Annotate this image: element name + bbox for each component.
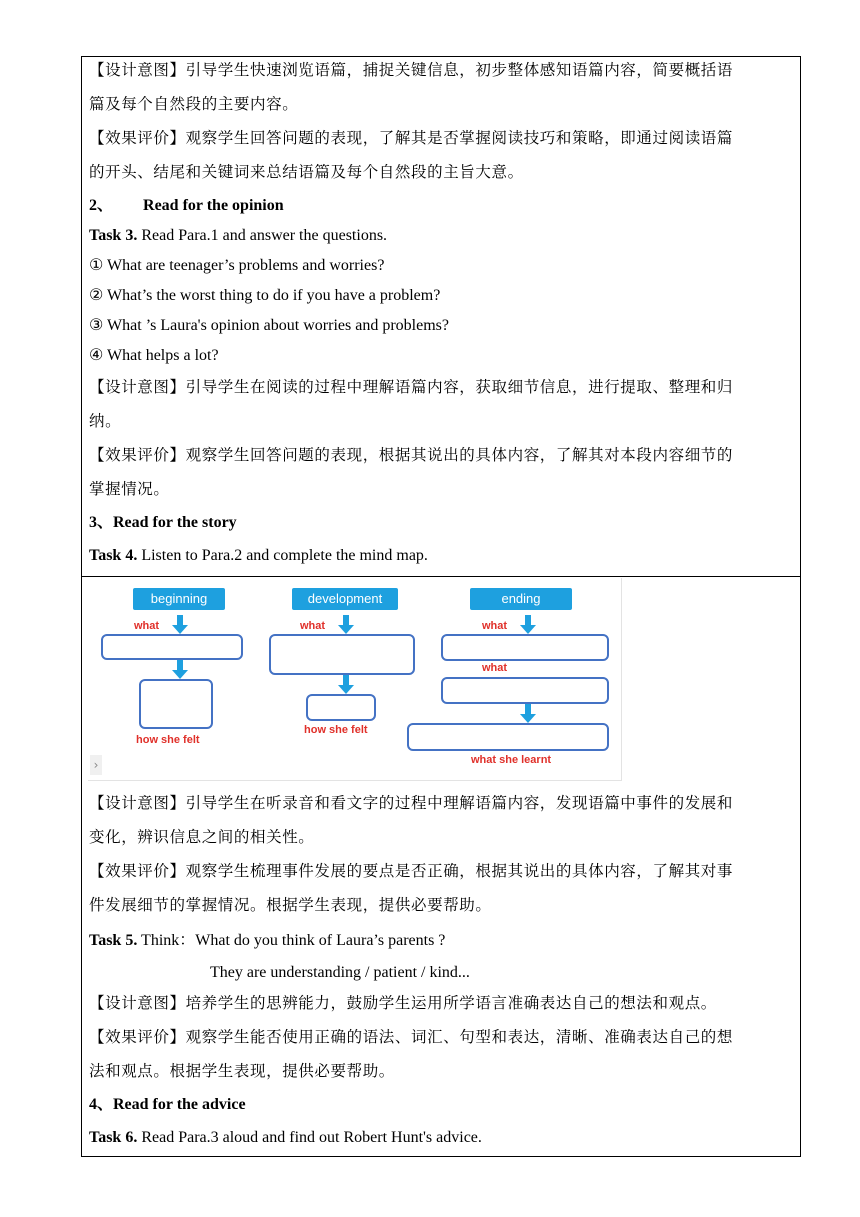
arrow-down-icon bbox=[343, 675, 349, 686]
task-3-line bbox=[89, 225, 792, 247]
text-line: 的开头、结尾和关键词来总结语篇及每个自然段的主旨大意。 bbox=[89, 163, 524, 181]
task-label: Task 5. bbox=[89, 932, 138, 949]
evaluation-line: 【效果评价】观察学生回答问题的表现，了解其是否掌握阅读技巧和策略，即通过阅读语篇 bbox=[89, 129, 734, 147]
task-label: Task 3. bbox=[89, 227, 138, 244]
text-line: 纳。 bbox=[89, 412, 122, 430]
section-title: Read for the opinion bbox=[143, 197, 284, 214]
arrow-down-icon bbox=[525, 615, 531, 626]
text-line: 变化，辨识信息之间的相关性。 bbox=[89, 828, 315, 846]
arrow-down-icon bbox=[172, 625, 188, 634]
what-label: what bbox=[300, 620, 326, 632]
blank-box-development-felt bbox=[306, 694, 376, 721]
arrow-down-icon bbox=[338, 625, 354, 634]
what-label: what bbox=[482, 620, 508, 632]
scroll-arrow-icon[interactable]: › bbox=[90, 755, 102, 775]
arrow-down-icon bbox=[177, 615, 183, 626]
section-heading-3: 3、Read for the story bbox=[89, 514, 237, 531]
task-text: Read Para.1 and answer the questions. bbox=[137, 227, 388, 244]
section-heading-2 bbox=[89, 195, 792, 217]
arrow-down-icon bbox=[343, 615, 349, 626]
task-label: Task 4. bbox=[89, 547, 138, 564]
blank-box-ending-what-1 bbox=[441, 634, 609, 661]
question-2: ② What’s the worst thing to do if you have a problem? bbox=[89, 287, 441, 304]
how-she-felt-label: how she felt bbox=[304, 724, 368, 736]
blank-box-what-she-learnt bbox=[407, 723, 609, 751]
arrow-down-icon bbox=[177, 660, 183, 671]
section-number: 2、 bbox=[89, 197, 114, 214]
task-text: Listen to Para.2 and complete the mind map. bbox=[137, 547, 428, 564]
question-4: ④ What helps a lot? bbox=[89, 347, 219, 364]
label-ending: ending bbox=[470, 588, 572, 610]
blank-box-how-she-felt bbox=[139, 679, 213, 729]
blank-box-development-what bbox=[269, 634, 415, 675]
evaluation-line: 【效果评价】观察学生回答问题的表现，根据其说出的具体内容，了解其对本段内容细节的 bbox=[89, 446, 734, 464]
what-she-learnt-label: what she learnt bbox=[471, 754, 552, 766]
lesson-plan-table bbox=[81, 56, 801, 1157]
question-3: ③ What ’s Laura's opinion about worries and problems? bbox=[89, 317, 449, 334]
evaluation-line: 【效果评价】观察学生梳理事件发展的要点是否正确，根据其说出的具体内容，了解其对事 bbox=[89, 862, 734, 880]
text-line: 件发展细节的掌握情况。根据学生表现，提供必要帮助。 bbox=[89, 896, 492, 914]
what-label: what bbox=[482, 662, 508, 674]
task-6-line bbox=[89, 1127, 792, 1149]
text-line: 掌握情况。 bbox=[89, 480, 170, 498]
design-intent-line: 【设计意图】培养学生的思辨能力，鼓励学生运用所学语言准确表达自己的想法和观点。 bbox=[89, 994, 717, 1012]
label-beginning: beginning bbox=[133, 588, 225, 610]
label-development: development bbox=[292, 588, 398, 610]
evaluation-line: 【效果评价】观察学生能否使用正确的语法、词汇、句型和表达，清晰、准确表达自己的想 bbox=[89, 1028, 734, 1046]
blank-box-beginning-what bbox=[101, 634, 243, 660]
section-heading-4: 4、Read for the advice bbox=[89, 1096, 246, 1113]
design-intent-line: 【设计意图】引导学生在阅读的过程中理解语篇内容，获取细节信息，进行提取、整理和归 bbox=[89, 378, 734, 396]
how-she-felt-label: how she felt bbox=[136, 734, 200, 746]
task-5-line bbox=[89, 930, 792, 952]
task-label: Task 6. bbox=[89, 1129, 138, 1146]
text-line: 法和观点。根据学生表现，提供必要帮助。 bbox=[89, 1062, 395, 1080]
arrow-down-icon bbox=[172, 670, 188, 679]
task-text: Think：What do you think of Laura’s parents ? bbox=[137, 932, 446, 949]
task-text: Read Para.3 aloud and find out Robert Hunt's advice. bbox=[137, 1129, 482, 1146]
text-line: 篇及每个自然段的主要内容。 bbox=[89, 95, 299, 113]
design-intent-line: 【设计意图】引导学生在听录音和看文字的过程中理解语篇内容，发现语篇中事件的发展和 bbox=[89, 794, 734, 812]
row-divider bbox=[82, 576, 800, 577]
mind-map-image bbox=[88, 578, 622, 781]
what-label: what bbox=[134, 620, 160, 632]
task-4-line bbox=[89, 545, 792, 567]
question-1: ① What are teenager’s problems and worries? bbox=[89, 257, 385, 274]
arrow-down-icon bbox=[520, 625, 536, 634]
arrow-down-icon bbox=[525, 704, 531, 715]
answer-line: They are understanding / patient / kind... bbox=[210, 964, 470, 981]
blank-box-ending-what-2 bbox=[441, 677, 609, 704]
arrow-down-icon bbox=[338, 685, 354, 694]
design-intent-line: 【设计意图】引导学生快速浏览语篇，捕捉关键信息，初步整体感知语篇内容，简要概括语 bbox=[89, 61, 734, 79]
arrow-down-icon bbox=[520, 714, 536, 723]
